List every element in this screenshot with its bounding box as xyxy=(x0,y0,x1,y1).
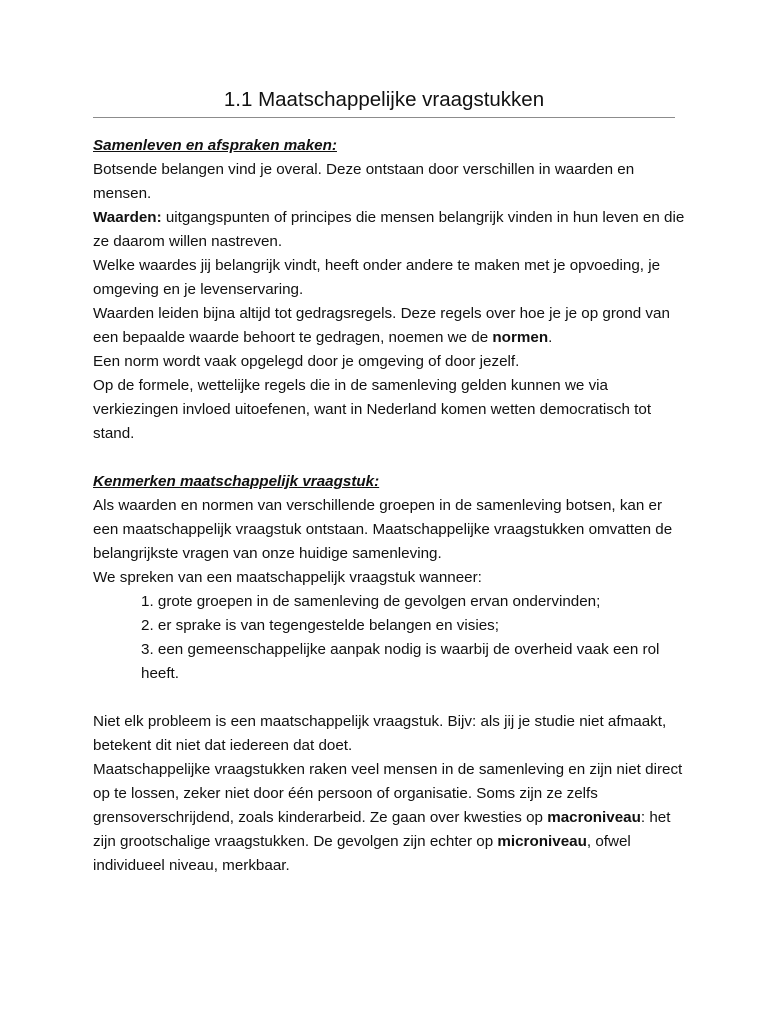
section-heading-kenmerken: Kenmerken maatschappelijk vraagstuk: xyxy=(93,473,380,490)
page-title: 1.1 Maatschappelijke vraagstukken xyxy=(223,88,545,111)
term-macroniveau: macroniveau xyxy=(547,809,641,826)
paragraph-text: Waarden leiden bijna altijd tot gedragsregels. Deze regels over hoe je je op grond van een bepaalde waarde behoort te gedragen, noemen we de xyxy=(93,305,670,346)
paragraph-normen xyxy=(93,302,685,350)
paragraph: Als waarden en normen van verschillende groepen in de samenleving botsen, kan er een maatschappelijk vraagstuk ontstaan. Maatschappelijke vraagstukken omvatten de belangrijkste vragen van onze huidige samenleving. xyxy=(93,497,673,562)
paragraph: Op de formele, wettelijke regels die in de samenleving gelden kunnen we via verkiezingen invloed uitoefenen, want in Nederland komen wetten democratisch tot stand. xyxy=(93,377,652,442)
paragraph: We spreken van een maatschappelijk vraagstuk wanneer: xyxy=(93,569,482,586)
paragraph-text: , ofwel individueel niveau, merkbaar. xyxy=(93,833,631,874)
title-divider xyxy=(93,117,675,118)
paragraph: Niet elk probleem is een maatschappelijk vraagstuk. Bijv: als jij je studie niet afmaakt, betekent dit niet dat iedereen dat doet. xyxy=(93,713,667,754)
paragraph-niveaus xyxy=(93,758,685,878)
term-microniveau: microniveau xyxy=(497,833,587,850)
list-item: 1. grote groepen in de samenleving de gevolgen ervan ondervinden; xyxy=(141,593,601,610)
section-heading-samenleven: Samenleven en afspraken maken: xyxy=(93,137,337,154)
criteria-list xyxy=(93,590,685,686)
list-item: 3. een gemeenschappelijke aanpak nodig is waarbij de overheid vaak een rol heeft. xyxy=(141,641,660,682)
paragraph: Botsende belangen vind je overal. Deze ontstaan door verschillen in waarden en mensen. xyxy=(93,161,635,202)
paragraph: Een norm wordt vaak opgelegd door je omgeving of door jezelf. xyxy=(93,353,520,370)
list-item: 2. er sprake is van tegengestelde belangen en visies; xyxy=(141,617,499,634)
spacer xyxy=(93,686,685,710)
paragraph-text: . xyxy=(548,329,553,346)
definition-text: uitgangspunten of principes die mensen belangrijk vinden in hun leven en die ze daarom willen nastreven. xyxy=(93,209,685,250)
document-body xyxy=(93,134,685,878)
paragraph-waarden-definition xyxy=(93,206,685,254)
term-waarden: Waarden: xyxy=(93,209,162,226)
paragraph: Welke waardes jij belangrijk vindt, heeft onder andere te maken met je opvoeding, je omgeving en je levenservaring. xyxy=(93,257,661,298)
term-normen: normen xyxy=(492,329,549,346)
paragraph-text: Maatschappelijke vraagstukken raken veel mensen in de samenleving en zijn niet direct op te lossen, zeker niet door één persoon of organisatie. Soms zijn ze zelfs grensoverschrijdend, zoals kinderarbeid. Ze gaan over kwesties op xyxy=(93,761,683,826)
paragraph-text: : het zijn grootschalige vraagstukken. De gevolgen zijn echter op xyxy=(93,809,671,850)
spacer xyxy=(93,446,685,470)
